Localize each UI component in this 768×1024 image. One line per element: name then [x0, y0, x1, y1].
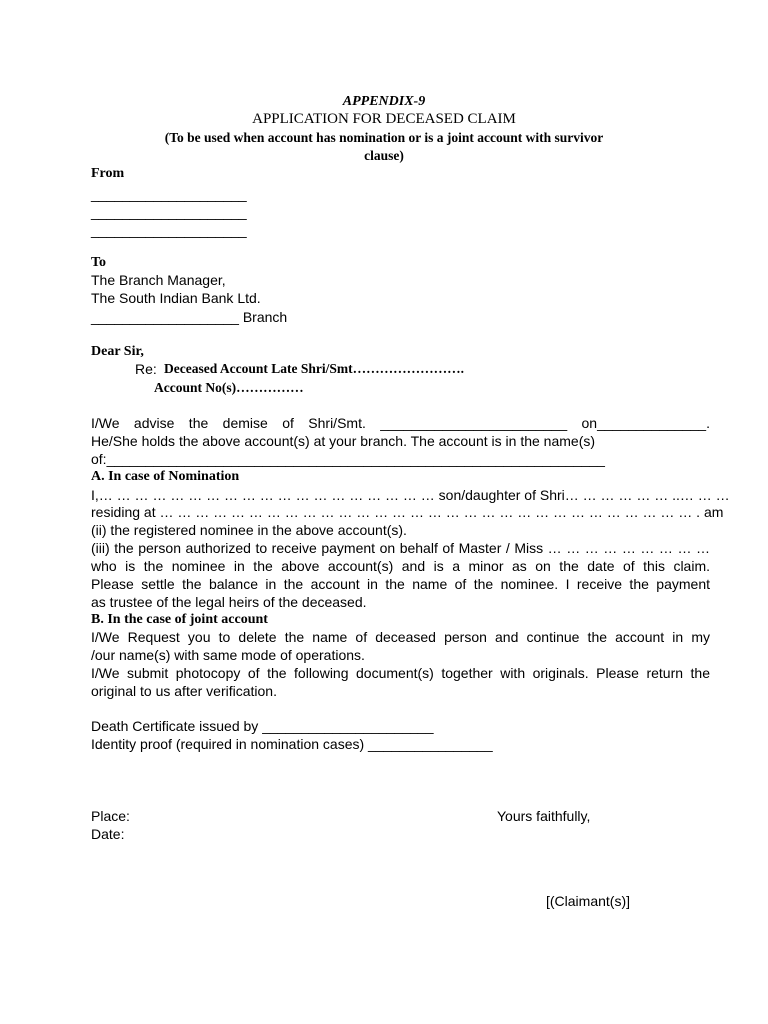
section-b-heading: B. In the case of joint account [91, 612, 268, 627]
re-prefix: Re: [135, 361, 157, 377]
to-line-2: The South Indian Bank Ltd. [91, 290, 261, 306]
date-label: Date: [91, 826, 125, 842]
re-account-number: Account No(s)…………… [154, 380, 304, 395]
closing-yours-faithfully: Yours faithfully, [497, 808, 591, 824]
appendix-label: APPENDIX-9 [342, 94, 426, 109]
re-deceased-account: Deceased Account Late Shri/Smt……………………. [164, 361, 464, 376]
nomination-line-3: (ii) the registered nominee in the above account(s). [91, 522, 407, 538]
to-label: To [91, 255, 107, 270]
nomination-line-2: residing at … … … … … … … … … … … … … … … … … … … … … … … … … … … … … … . am [91, 504, 724, 520]
from-line-2: ____________________ [91, 204, 247, 220]
joint-line-2: /our name(s) with same mode of operations. [91, 647, 365, 663]
nomination-line-1: I,… … … … … … … … … … … … … … … … … … … son/daughter of Shri… … … … … … ..… … … [91, 487, 730, 503]
form-subtitle-line2: clause) [364, 148, 404, 163]
advise-line-1: I/We advise the demise of Shri/Smt. ________________________ on______________. [91, 415, 710, 431]
nomination-line-6: Please settle the balance in the account in the name of the nominee. I receive the payment [91, 576, 710, 592]
place-label: Place: [91, 808, 130, 824]
claimant-signature-label: [(Claimant(s)] [546, 893, 631, 909]
section-a-heading: A. In case of Nomination [91, 469, 240, 484]
to-line-1: The Branch Manager, [91, 272, 226, 288]
to-line-3: ___________________ Branch [91, 309, 288, 325]
nomination-line-7: as trustee of the legal heirs of the deceased. [91, 594, 367, 610]
from-line-3: ____________________ [91, 222, 247, 238]
joint-line-3: I/We submit photocopy of the following document(s) together with originals. Please return the [91, 665, 710, 681]
form-title: APPLICATION FOR DECEASED CLAIM [252, 111, 516, 127]
from-line-1: ____________________ [91, 186, 247, 202]
nomination-line-4: (iii) the person authorized to receive payment on behalf of Master / Miss … … … … … … … … … [91, 540, 710, 556]
identity-proof-line: Identity proof (required in nomination cases) ________________ [91, 736, 493, 752]
salutation: Dear Sir, [91, 344, 144, 359]
death-certificate-line: Death Certificate issued by ______________________ [91, 718, 434, 734]
nomination-line-5: who is the nominee in the above account(s) and is a minor as on the date of this claim. [91, 558, 710, 574]
joint-line-4: original to us after verification. [91, 683, 277, 699]
joint-line-1: I/We Request you to delete the name of deceased person and continue the account in my [91, 629, 710, 645]
from-label: From [91, 166, 125, 181]
advise-line-3: of:________________________________________________________________ [91, 451, 605, 467]
advise-line-2: He/She holds the above account(s) at your branch. The account is in the name(s) [91, 433, 596, 449]
form-subtitle-line1: (To be used when account has nomination or is a joint account with survivor [164, 130, 604, 145]
